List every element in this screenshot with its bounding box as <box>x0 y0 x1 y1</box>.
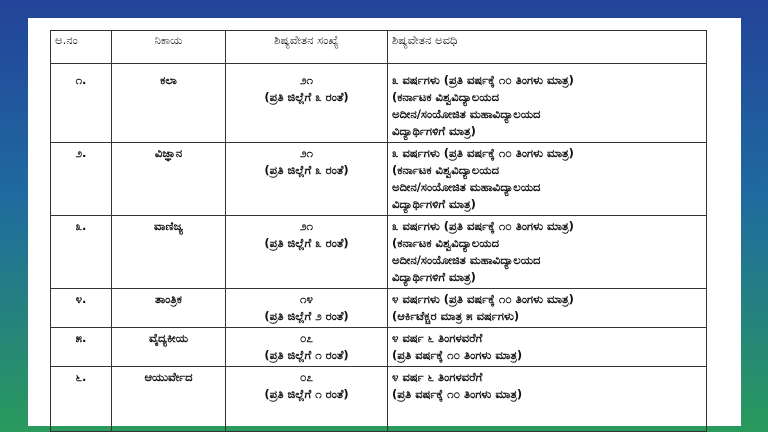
duration-line: ೪ ವರ್ಷಗಳು (ಪ್ರತಿ ವರ್ಷಕ್ಕೆ ೧೦ ತಿಂಗಳು ಮಾತ್ರ) <box>392 292 574 306</box>
duration-line: (ಕರ್ನಾಟಕ ವಿಶ್ವವಿದ್ಯಾಲಯದ <box>392 90 499 104</box>
duration-line: (ಕರ್ನಾಟಕ ವಿಶ್ವವಿದ್ಯಾಲಯದ <box>392 163 499 177</box>
count-value: ೨೧ <box>300 219 313 233</box>
duration-cell <box>388 367 707 432</box>
duration-line: ವಿದ್ಯಾರ್ಥಿಗಳಿಗೆ ಮಾತ್ರ) <box>392 270 476 284</box>
count-cell <box>226 216 388 289</box>
table-row <box>51 64 707 143</box>
count-value: ೨೧ <box>300 73 313 87</box>
table-row <box>51 143 707 216</box>
duration-line: ೩ ವರ್ಷಗಳು (ಪ್ರತಿ ವರ್ಷಕ್ಕೆ ೧೦ ತಿಂಗಳು ಮಾತ್ರ) <box>392 73 574 87</box>
duration-cell <box>388 216 707 289</box>
duration-line: ೩ ವರ್ಷಗಳು (ಪ್ರತಿ ವರ್ಷಕ್ಕೆ ೧೦ ತಿಂಗಳು ಮಾತ್ರ) <box>392 146 574 160</box>
serial-number-cell: ೨. <box>51 143 112 216</box>
table-row <box>51 328 707 367</box>
faculty-cell: ವಿಜ್ಞಾನ <box>112 143 226 216</box>
count-note: (ಪ್ರತಿ ಜಿಲ್ಲೆಗೆ ೩ ರಂತೆ) <box>264 236 349 250</box>
duration-line: ಅದೀನ/ಸಂಯೋಜಿತ ಮಹಾವಿದ್ಯಾಲಯದ <box>392 253 541 267</box>
faculty-cell: ಆಯುರ್ವೇದ <box>112 367 226 432</box>
table-header-row <box>51 31 707 64</box>
header-faculty: ನಿಕಾಯ <box>112 31 226 64</box>
duration-line: ೩ ವರ್ಷಗಳು (ಪ್ರತಿ ವರ್ಷಕ್ಕೆ ೧೦ ತಿಂಗಳು ಮಾತ್ರ) <box>392 219 574 233</box>
count-cell <box>226 143 388 216</box>
count-value: ೦೭ <box>300 370 313 384</box>
faculty-cell: ತಾಂತ್ರಿಕ <box>112 289 226 328</box>
faculty-cell: ಕಲಾ <box>112 64 226 143</box>
scholarship-table <box>50 30 707 432</box>
table-row <box>51 367 707 432</box>
count-note: (ಪ್ರತಿ ಜಿಲ್ಲೆಗೆ ೧ ರಂತೆ) <box>264 348 349 362</box>
duration-cell <box>388 328 707 367</box>
count-cell <box>226 367 388 432</box>
header-scholarship-duration: ಶಿಷ್ಯವೇತನ ಅವಧಿ <box>388 31 707 64</box>
serial-number-cell: ೪. <box>51 289 112 328</box>
serial-number-cell: ೬. <box>51 367 112 432</box>
count-value: ೨೧ <box>300 146 313 160</box>
duration-line: ಅದೀನ/ಸಂಯೋಜಿತ ಮಹಾವಿದ್ಯಾಲಯದ <box>392 180 541 194</box>
duration-line: ೪ ವರ್ಷ ೬ ತಿಂಗಳವರೆಗೆ <box>392 370 483 384</box>
duration-line: ಅದೀನ/ಸಂಯೋಜಿತ ಮಹಾವಿದ್ಯಾಲಯದ <box>392 107 541 121</box>
duration-line: ವಿದ್ಯಾರ್ಥಿಗಳಿಗೆ ಮಾತ್ರ) <box>392 124 476 138</box>
count-cell <box>226 289 388 328</box>
count-note: (ಪ್ರತಿ ಜಿಲ್ಲೆಗೆ ೧ ರಂತೆ) <box>264 387 349 401</box>
faculty-cell: ವೈದ್ಯಕೀಯ <box>112 328 226 367</box>
count-note: (ಪ್ರತಿ ಜಿಲ್ಲೆಗೆ ೩ ರಂತೆ) <box>264 163 349 177</box>
count-cell <box>226 64 388 143</box>
header-serial-number: ಅ.ನಂ <box>51 31 112 64</box>
slide-page <box>28 18 741 426</box>
count-note: (ಪ್ರತಿ ಜಿಲ್ಲೆಗೆ ೩ ರಂತೆ) <box>264 90 349 104</box>
count-value: ೦೭ <box>300 331 313 345</box>
duration-cell <box>388 289 707 328</box>
header-scholarship-count: ಶಿಷ್ಯವೇತನ ಸಂಖ್ಯೆ <box>226 31 388 64</box>
duration-cell <box>388 64 707 143</box>
duration-line: ವಿದ್ಯಾರ್ಥಿಗಳಿಗೆ ಮಾತ್ರ) <box>392 197 476 211</box>
duration-line: ೪ ವರ್ಷ ೬ ತಿಂಗಳವರೆಗೆ <box>392 331 483 345</box>
serial-number-cell: ೩. <box>51 216 112 289</box>
serial-number-cell: ೫. <box>51 328 112 367</box>
duration-line: (ಪ್ರತಿ ವರ್ಷಕ್ಕೆ ೧೦ ತಿಂಗಳು ಮಾತ್ರ) <box>392 348 523 362</box>
count-note: (ಪ್ರತಿ ಜಿಲ್ಲೆಗೆ ೨ ರಂತೆ) <box>264 309 349 323</box>
count-value: ೧೪ <box>300 292 313 306</box>
count-cell <box>226 328 388 367</box>
serial-number-cell: ೧. <box>51 64 112 143</box>
faculty-cell: ವಾಣಿಜ್ಯ <box>112 216 226 289</box>
duration-line: (ಪ್ರತಿ ವರ್ಷಕ್ಕೆ ೧೦ ತಿಂಗಳು ಮಾತ್ರ) <box>392 387 523 401</box>
table-row <box>51 216 707 289</box>
duration-line: (ಕರ್ನಾಟಕ ವಿಶ್ವವಿದ್ಯಾಲಯದ <box>392 236 499 250</box>
table-row <box>51 289 707 328</box>
duration-cell <box>388 143 707 216</box>
duration-line: (ಆರ್ಕಿಟೆಕ್ಚರ ಮಾತ್ರ ೫ ವರ್ಷಗಳು) <box>392 309 520 323</box>
